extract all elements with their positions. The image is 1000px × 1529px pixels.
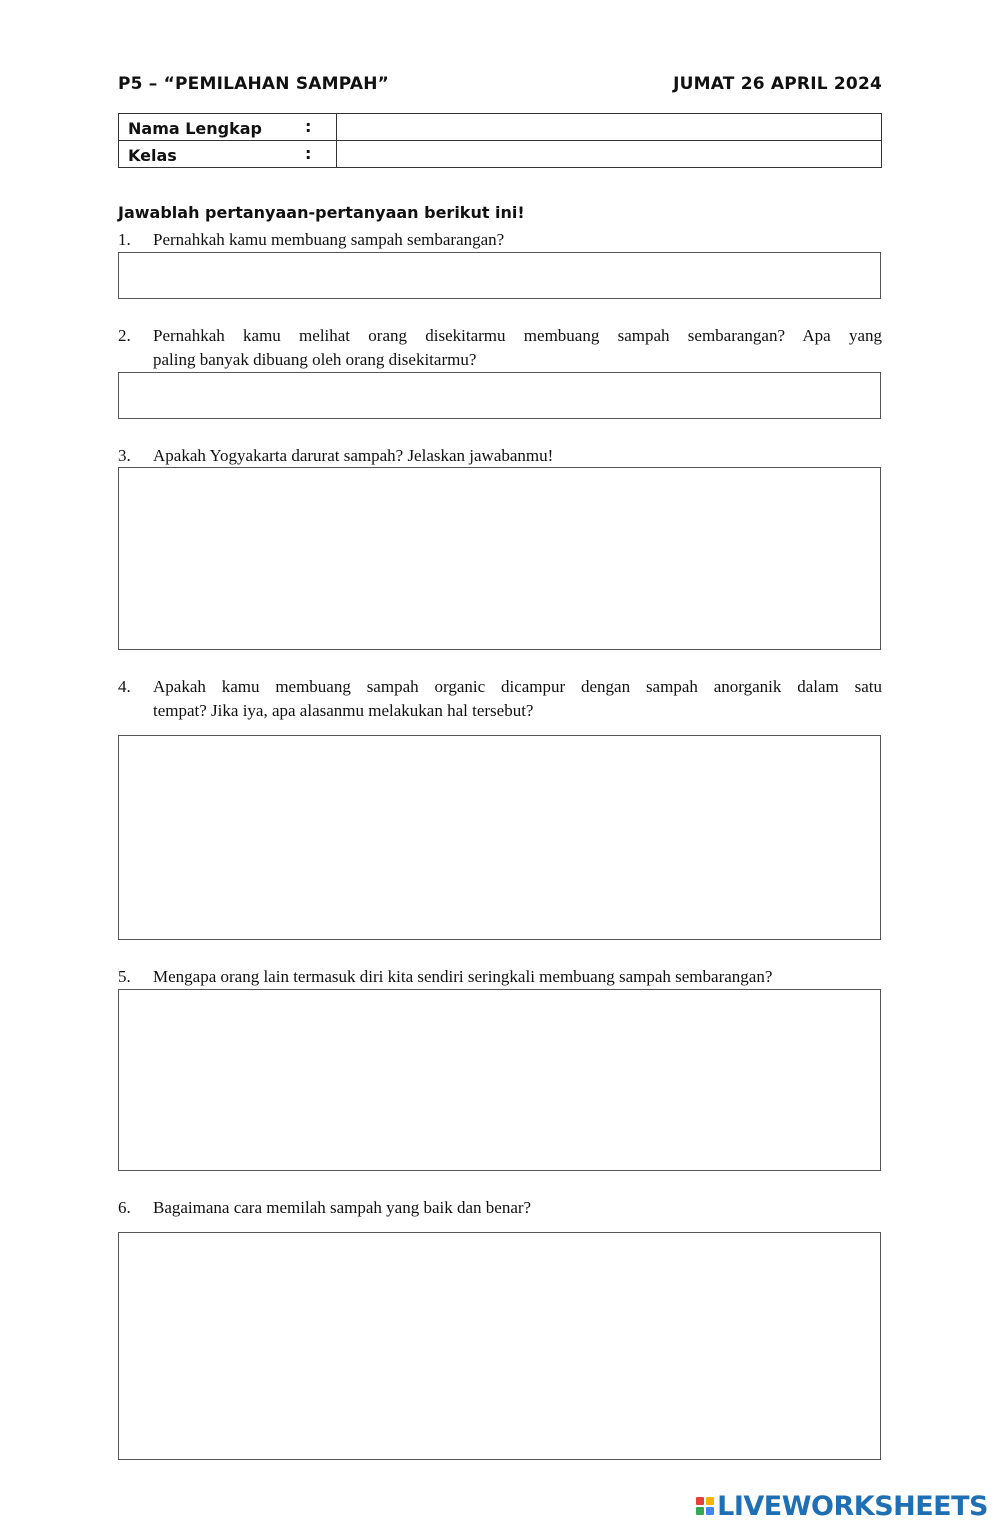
logo-tile-yellow bbox=[706, 1497, 714, 1505]
logo-tile-green bbox=[696, 1507, 704, 1515]
question-5-number: 5. bbox=[118, 967, 131, 986]
answer-box-5[interactable] bbox=[118, 989, 881, 1171]
answer-box-2[interactable] bbox=[118, 372, 881, 419]
class-label-cell bbox=[119, 141, 337, 168]
question-4-number: 4. bbox=[118, 677, 131, 696]
name-field[interactable] bbox=[337, 114, 882, 141]
question-4 bbox=[118, 675, 882, 723]
logo-tile-blue bbox=[706, 1507, 714, 1515]
question-4-line-2: tempat? Jika iya, apa alasanmu melakukan hal tersebut? bbox=[153, 701, 534, 720]
question-3-number: 3. bbox=[118, 446, 131, 465]
question-2 bbox=[118, 324, 882, 372]
logo-wordmark: LIVEWORKSHEETS bbox=[717, 1490, 988, 1522]
answer-box-1[interactable] bbox=[118, 252, 881, 299]
question-3-text: Apakah Yogyakarta darurat sampah? Jelaskan jawabanmu! bbox=[153, 446, 554, 465]
question-6-text: Bagaimana cara memilah sampah yang baik dan benar? bbox=[153, 1198, 532, 1217]
name-colon: : bbox=[305, 117, 312, 136]
worksheet-title: P5 – “PEMILAHAN SAMPAH” bbox=[118, 74, 390, 94]
class-colon: : bbox=[305, 144, 312, 163]
name-label-cell bbox=[119, 114, 337, 141]
question-4-line-1: Apakah kamu membuang sampah organic dicampur dengan sampah anorganik dalam satu bbox=[153, 677, 882, 696]
answer-box-6[interactable] bbox=[118, 1232, 881, 1460]
question-6 bbox=[118, 1196, 882, 1220]
question-2-line-1: Pernahkah kamu melihat orang disekitarmu membuang sampah sembarangan? Apa yang bbox=[153, 326, 882, 345]
identity-table bbox=[118, 113, 882, 168]
question-5-text: Mengapa orang lain termasuk diri kita sendiri seringkali membuang sampah sembarangan? bbox=[153, 967, 773, 986]
question-2-line-2: paling banyak dibuang oleh orang disekitarmu? bbox=[153, 350, 477, 369]
identity-row-class bbox=[119, 141, 882, 168]
question-2-number: 2. bbox=[118, 326, 131, 345]
liveworksheets-logo[interactable] bbox=[696, 1490, 988, 1522]
name-label: Nama Lengkap bbox=[128, 118, 263, 138]
question-5 bbox=[118, 965, 882, 989]
class-field[interactable] bbox=[337, 141, 882, 168]
instruction-heading: Jawablah pertanyaan-pertanyaan berikut ini! bbox=[118, 203, 525, 222]
answer-box-3[interactable] bbox=[118, 467, 881, 650]
question-1 bbox=[118, 228, 882, 252]
logo-tiles-icon bbox=[696, 1497, 714, 1515]
question-1-text: Pernahkah kamu membuang sampah sembarangan? bbox=[153, 230, 505, 249]
question-6-number: 6. bbox=[118, 1198, 131, 1217]
logo-tile-red bbox=[696, 1497, 704, 1505]
identity-row-name bbox=[119, 114, 882, 141]
question-3 bbox=[118, 444, 882, 468]
question-1-number: 1. bbox=[118, 230, 131, 249]
worksheet-date: JUMAT 26 APRIL 2024 bbox=[673, 74, 882, 94]
answer-box-4[interactable] bbox=[118, 735, 881, 940]
class-label: Kelas bbox=[128, 145, 177, 165]
